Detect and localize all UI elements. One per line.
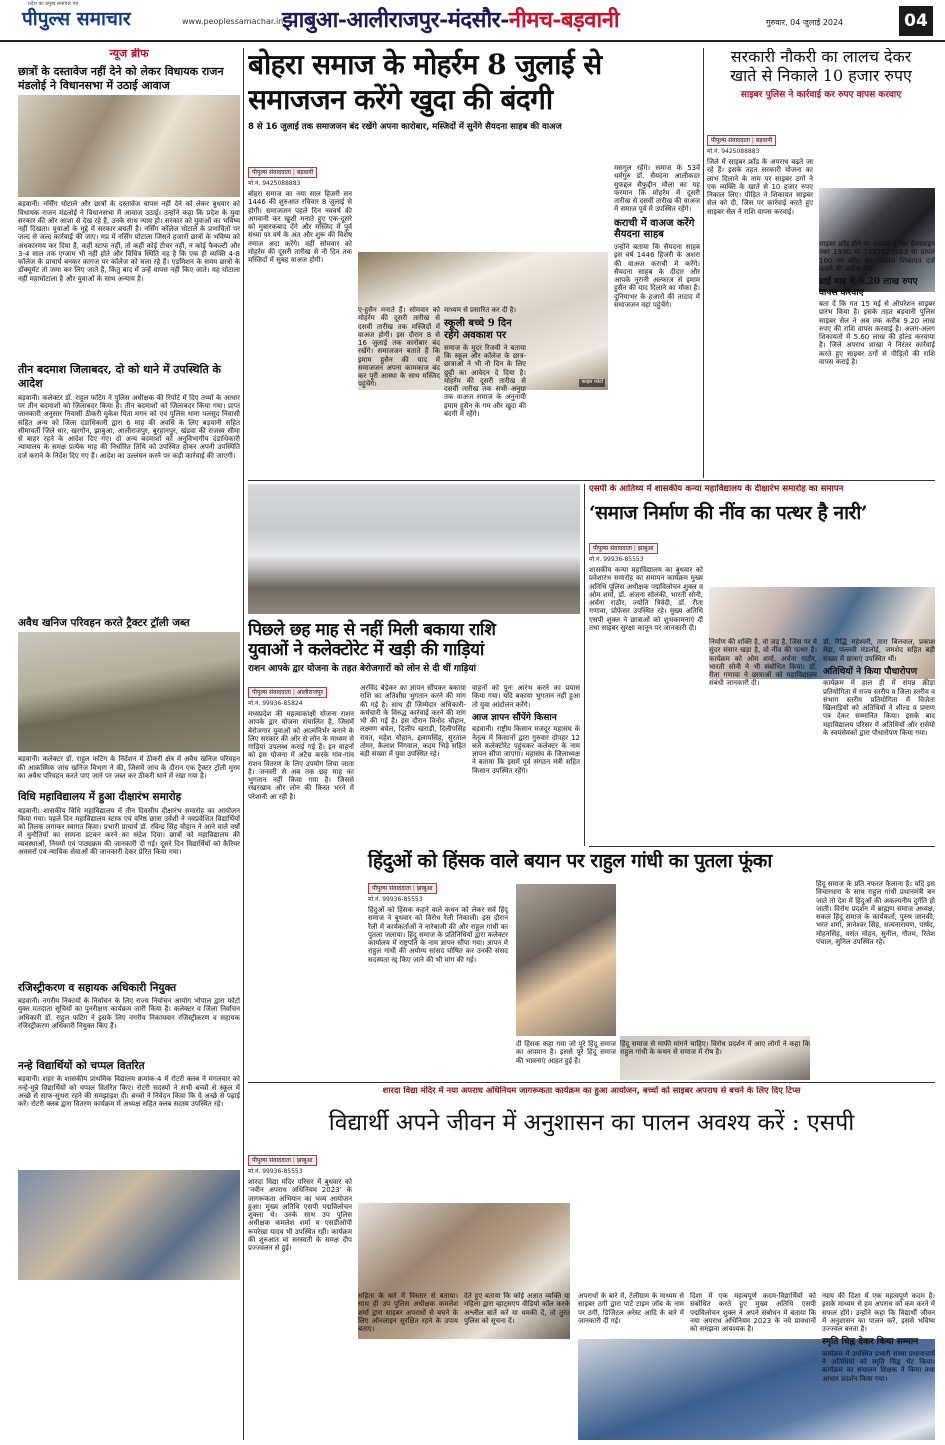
bohra-story <box>248 48 700 478</box>
column-divider <box>703 48 704 478</box>
brief-headline-6: नन्हे विद्यार्थियों को चप्पल वितरित <box>18 1060 145 1073</box>
region-title-a: झाबुआ-आलीराजपुर-मंदसौर- <box>282 7 509 33</box>
brief-headline-4: विधि महाविद्यालय में हुआ दीक्षारंभ समारोह <box>18 791 182 804</box>
rahul-body-2: हिंदू समाज के प्रति नफरत फैलाना है। यदि इस विचारधारा के साथ राहुल गांधी प्रधानमंत्री बन जाते तो देश में हिंदुओं की अकल्पनीय दुर्गति हो जाती। विरोध प्रदर्शन में ब्राह्मण समाज अध्यक्ष, सकल हिंदू समाज के कार्यकर्ता, पुरुष जानकी, भरत शर्मा, ज्ञानेश्वर सिंह, सत्यनारायण, पार्षद, मोहनसिंह, वसंत मोहन, सुनील, गौतम, रितेश पंचाल, सुनिल उपस्थित रहे। <box>816 880 935 946</box>
nari-body-4: कार्यक्रम में हाल ही में संपन्न क्रीड़ा प्रतियोगिता में राज्य स्तरीय व जिला स्तरीय व संभाग स्तरीय प्रतियोगिता में विजेता खिलाड़ियों को अतिथियों ने शील्ड व प्रमाण पत्र देकर सम्मानित किया। इसके बाद महाविद्यालय परिसर में अतिथियों और रासेयो के स्वयंसेवकों द्वारा पौधारोपण किया गया। <box>823 679 935 737</box>
bohra-body-2: ए-हुसैन मनाते हैं। सोमवार को मोहर्रम की दूसरी तारीख से दसवीं तारीख तक मस्जिदों में वाअज होगी। इस दौरान 8 से 16 जुलाई तक कारोबार बंद रखेंगे। समाजजन बताते हैं कि इमाम हुसैन की याद में समाजजन अपना कामकाज बंद कर पूरी आस्था के साथ मस्जिद पहुंचेंगे। <box>358 306 440 389</box>
vehicles-photo <box>248 484 580 614</box>
rahul-byline: पीपुल्स संवाददाता | झाबुआ मो.नं. 99936-85553 <box>368 883 508 903</box>
vehicles-column-3 <box>472 684 580 846</box>
paper-logo[interactable]: पीपुल्स समाचार <box>22 8 131 30</box>
student-body-2: सहिता के बारे में विस्तार से बताया। साथ ही उप पुलिस अधीक्षक कमलेश शर्मा द्वारा साइबर अपराधों से बचने के लिए ऑनलाइन सुरक्षित रहने के उपाय बताए। <box>358 1292 458 1333</box>
nari-column-2 <box>709 638 817 846</box>
cyber-subhead-amount: ढाई माह में 9.20 लाख रुपए वापस करवाए <box>819 277 918 298</box>
nari-story <box>589 484 935 846</box>
vehicles-subhead-farmers: आज ज्ञापन सौंपेंगे किसान <box>472 712 557 723</box>
brief-body-4: बड़वानी। शासकीय विधि महाविद्यालय में तीन दिवसीय दीक्षारंभ समारोह का आयोजन किया गया। पहले दिन महाविद्यालय स्टाफ एवं वरिष्ठ छात्रा उर्वशी ने नवप्रवेशित विद्यार्थियों को तिलक लगाकर स्वागत किया। प्रभारी प्राचार्य डॉ. रविन्द्र सिंह चौहान ने आने वाले वर्षों में चुनौतियों का सामना डटकर करने का संदेश दिया। छात्रों को महाविद्यालय की व्यवस्थाओं, नियमों एवं पाठ्यक्रम की जानकारी दी गई। दूसरे दिन विद्यार्थियों को कैरियर अवसरों एवं न्यायिक सेवाओं की जानकारी देकर प्रेरित किया गया। <box>18 806 240 856</box>
cyber-body-2: बता दें कि गत 15 मई से ऑपरेशन साइबर प्रारंभ किया है। इसके तहत बड़वानी पुलिस साइबर सेल ने अब तक करीब 9.20 लाख रुपए की राशि वापस करवाई है। अलग-अलग शिकायतों में 5.60 लाख की होल्ड करवाया है। जिले अपराध शाखा ने निरंतर कार्रवाई करते हुए साइबर ठगों से पीड़ितों की राशि वापस कराई है। <box>819 300 935 366</box>
cyber-byline-source: पीपुल्स संवाददाता <box>711 137 750 144</box>
nari-mobile: मो.नं. 99936-85553 <box>589 556 644 564</box>
rahul-caption-1-wrap <box>516 1040 616 1080</box>
bohra-column-3 <box>444 306 526 476</box>
bohra-deck: 8 से 16 जुलाई तक समाजजन बंद रखेंगे अपना कारोबार, मस्जिदों में सुनेंगे सैयदना साहब की वाअज <box>248 122 562 133</box>
student-column-4 <box>578 1292 684 1440</box>
brief-headline-3: अवैध खनिज परिवहन करते ट्रैक्टर ट्रॉली जब्त <box>18 616 190 629</box>
cyber-story <box>707 48 935 478</box>
bohra-body-1: बोहरा समाज का नया साल हिजरी सन 1446 की शुरुआत रविवार 8 जुलाई से होगी। समाजजन पहले दिन नववर्ष की अगवानी कर खुशी मनाते हुए एक-दूसरे को मुबारकबाद देंगे और मस्जिद में पूर्व संध्या पर वर्ष के अंत और शुरू की विशेष नमाज अदा करेंगे। वहीं सोमवार को मोहर्रम की दूसरी तारीख से नौ दिन तक मस्जिदों में सुबह वाअज होगी। <box>248 190 352 265</box>
cyber-headline-1: सरकारी नौकरी का लालच देकर <box>730 48 912 66</box>
vehicles-story <box>248 484 580 846</box>
rahul-story <box>248 850 935 1080</box>
bohra-body-4: समाज के मुदर रिजवी ने बताया कि स्कूल और कॉलेज के छात्र-छात्राओं ने भी नौ दिन के लिए छुट्टी का आवेदन दे दिया है। मोहर्रम की दूसरी तारीख से दसवीं तारीख तक सभी अनुग्रा तक वाअज समाज के अनुनायी इमाम हुसैन के गम और खुदा की बंदगी में रहेंगे। <box>444 343 526 418</box>
news-brief-column <box>18 48 240 1440</box>
brief-body-1: बड़वानी। नर्सिंग घोटाले और छात्रों के दस्तावेज वापस नहीं देने को लेकर बुधवार को विधायक राजन मंडलोई ने विधानसभा में आवाज उठाई। उन्होंने कहा कि प्रदेश के युवा सरकार की ओर आशा से देख रहे हैं, उनके साथ न्याय हो। सरकार को युवाओं का भविष्य नहीं दिखता। युवाओं के मुद्दे में सरकार बचती है। नर्सिंग कॉलेज घोटाले के प्रभावितों पर जल्द से जल्द कार्रवाई की जाए। मप्र में नर्सिंग घोटाला जिसने हजारों छात्रों के भविष्य को अंधकारमय कर दिया है, कहीं स्टाफ नहीं, तो कहीं कोई टीचर नहीं, न कोई फैकल्टी और 3-4 साल तक एग्जाम भी नहीं होते और विचित्र स्थिति यह है कि एक ही व्यक्ति 4-8 कॉलेज के प्राचार्य बनकर कागज पर कॉलेज को चला रहे हैं। एडमिशन के समय छात्रों के डॉक्यूमेंट तो जमा कर लिए जाते हैं, किंतु बाद में उन्हें वापस नहीं किए जाते। यह घोटाला नहीं महाघोटाला है और युवाओं के साथ अन्याय है। <box>18 200 240 283</box>
student-column-2 <box>358 1292 458 1440</box>
bohra-column-4 <box>530 306 608 476</box>
vehicles-column-1 <box>248 684 354 846</box>
cyber-column-1 <box>707 132 813 478</box>
masthead <box>0 0 945 42</box>
cyber-deck: साइबर पुलिस ने कार्रवाई कर रुपए वापस करवाए <box>740 89 902 100</box>
horizontal-rule <box>589 846 935 847</box>
cyber-mobile: मो.नं. 9425088883 <box>707 148 760 156</box>
student-body-6: न्याय की दिशा में एक महत्वपूर्ण कदम है। इसके माध्यम से हम अपराध को कम करने में सफल होंगे। उन्होंने कहा कि विद्यार्थी जीवन में अनुशासन का पालन करें, इससे भविष्य उज्ज्वल बनता है। <box>822 1292 935 1333</box>
cyber-byline-place: बड़वानी <box>755 137 773 144</box>
rahul-body-1: हिंदुओं को हिंसक कहने वाले कथन को लेकर सर्व हिंदू समाज ने बुधवार को विरोध रैली निकाली। इस दौरान रैली में कार्यकर्ताओं ने नारेबाजी की और राहुल गांधी का पुतला जलाया। हिंदू समाज के प्रतिनिधियों द्वारा कलेक्टर कार्यालय में राष्ट्रपति के नाम ज्ञापन सौंपा गया। ज्ञापन में राहुल गांधी की अयोग्य सांसद घोषित कर उनकी संसद सदस्यता रद्द किए जाने की भी मांग की गई। <box>368 906 508 964</box>
region-title-b: नीमच-बड़वानी <box>508 7 620 33</box>
paper-tagline: प्रदेश का प्रमुख समाचार पत्र <box>28 1 79 7</box>
cyber-column-2 <box>819 240 935 478</box>
vehicles-column-2 <box>360 684 466 846</box>
bohra-body-5: मसगूल रहेंगे। समाज के 53वें धर्मगुरु डॉ. सैयदना आलीकदर मुफद्दल सैफुद्दीन मौला का यह फरमान कि मोहर्रम में दूसरी तारीख से दसवीं तारीख की वाअज में समाज पूर्व में उपस्थित रहेंगे। <box>614 164 700 214</box>
bohra-column-2 <box>358 306 440 476</box>
nari-body-2: निर्माण की शक्ति है, वो जड़ है, जिस पर ये सुंदर संसार खड़ा है, वो नींव की पत्थर है। कार्यक्रम को ओम शर्मा, अर्चना राठौर, भारती सोनी ने भी संबोधित किया। डॉ. रीता गणावा ने छात्राओं को महाविद्यालय संबंधी जानकारी दी। <box>709 638 817 688</box>
brief-photo-1 <box>18 95 240 197</box>
vehicles-mobile: मो.नं. 99936-85824 <box>248 700 303 708</box>
nari-byline-source: पीपुल्स संवाददाता <box>593 545 632 552</box>
vehicles-byline-source: पीपुल्स संवाददाता <box>252 689 291 696</box>
student-column-5 <box>690 1292 816 1440</box>
student-byline-source: पीपुल्स संवाददाता <box>252 1157 291 1164</box>
bohra-byline-source: पीपुल्स संवाददाता <box>252 169 291 176</box>
rahul-headline: हिंदुओं को हिंसक वाले बयान पर राहुल गांधी का पुतला फूंका <box>368 850 772 872</box>
nari-body-1: शासकीय कन्या महाविद्यालय का बुधवार को प्रवेशारंभ समारोह का समापन कार्यक्रम मुख्य अतिथि पुलिस अधीक्षक पद्मविलोचन शुक्ल व ओम शर्मा, डॉ. अंजना सोलंकी, भारती सोनी, अर्चना राठौर, ज्योति त्रिवेदी, डॉ. रीता गणावा, प्रोफेसर उपस्थित रहे। मुख्य अतिथि एसपी शुक्ल ने छात्राओं को शुभकामनाएं दीं तथा साइबर सुरक्षा कानून पर जानकारी दी। <box>589 566 703 632</box>
rahul-byline-place: झाबुआ <box>416 885 433 892</box>
bohra-byline: पीपुल्स संवाददाता | बड़वानी मो.नं. 9425088883 <box>248 167 352 187</box>
student-byline-place: झाबुआ <box>296 1157 313 1164</box>
rahul-photo-caption-1: दी हिंसक कहा गया जो पूरे हिंदू समाज का अपमान है। इससे पूरे हिंदू समाज की भावनाएं आहत हुई हैं। <box>516 1040 616 1065</box>
bohra-column-5 <box>614 164 700 476</box>
brief-body-5: बड़वानी। नगरीय निकायों के निर्वाचन के लिए राज्य निर्वाचन आयोग भोपाल द्वारा फोटो युक्त मतदाता सूचियों का पुनरीक्षण कार्यक्रम जारी किया है। कलेक्टर व जिला निर्वाचन अधिकारी डॉ. राहुल फटिंग ने इसके लिए नगरीय निकायवार रजिस्ट्रीकरण व सहायक रजिस्ट्रीकरण अधिकारी नियुक्त किए हैं। <box>18 997 240 1030</box>
bohra-mobile: मो.नं. 9425088883 <box>248 180 301 188</box>
nari-kicker: एसपी के आतिथ्य में शासकीय कन्या महाविद्यालय के दीक्षारंभ समारोह का समापन <box>589 484 844 494</box>
cyber-body-1: जिले में साइबर फ्रॉड के अपराध बढ़ते जा रहे हैं। इसके तहत सरकारी योजना का लाभ दिलाने के नाम पर साइबर ठगों ने एक व्यक्ति के खाते से 10 हजार रुपए निकाल लिए। पीड़ित ने शिकायत साइबर सेल को दी, जिस पर कार्रवाई करते हुए साइबर सेल ने राशि वापस करवाई। <box>707 158 813 216</box>
vehicles-body-4: बड़वानी। राष्ट्रीय किसान मजदूर महासंघ के नेतृत्व में किसानों द्वारा गुरुवार दोपहर 12 बजे कलेक्टोरेट पहुंचकर कलेक्टर के नाम ज्ञापन सौंपा जाएगा। महासंघ के जिलाध्यक्ष ने बताया कि इसमें पूर्व संगठन मंत्री सहित किसान उपस्थित रहेंगे। <box>472 725 580 775</box>
vehicles-byline: पीपुल्स संवाददाता | आलीराजपुर मो.नं. 99936-85824 <box>248 687 354 707</box>
brief-photo-students <box>18 1170 240 1280</box>
bohra-byline-place: बड़वानी <box>296 169 314 176</box>
region-title <box>282 8 619 34</box>
student-body-3: देते हुए बताया कि कोई अज्ञात व्यक्ति या महिला द्वारा व्हाट्सएप वीडियो कॉल करके अश्लील बातें करें या धमकी दें, तो तुरंत पुलिस को सूचना दें। <box>464 1292 570 1325</box>
rahul-column-left <box>248 850 354 1080</box>
rahul-column-2 <box>816 880 935 1080</box>
brief-body-2: बड़वानी। कलेक्टर डॉ. राहुल फटिंग ने पुलिस अधीक्षक की रिपोर्ट में दिए तथ्यों के आधार पर तीन बदमाशों को जिलाबदर किया है। तीन बदमाशों को जिलाबदर किया गया। प्राप्त जानकारी अनुसार निवासी ठीकरी मुकेश पिता मगन को एवं पुलिस थाना पलसूद निवासी सहित अन्य को जिला दंडाधिकारी द्वारा 6 माह की अवधि के लिए बड़वानी सहित सीमावर्ती जिले धार, खरगोन, झाबुआ, आलीराजपुर, बुरहानपुर, खंडवा की राजस्व सीमा से बाहर रहने के आदेश दिए गए। दो अन्य बदमाशों को अनुविभागीय दंडाधिकारी न्यायालय के समक्ष प्रत्येक माह की निर्धारित तिथि को उपस्थित होकर अपनी उपस्थिति दर्ज कराने के निर्देश दिए गए हैं। आदेश का उल्लंघन करने पर कड़ी कार्रवाई की जाएगी। <box>18 393 240 460</box>
vehicles-body-2: अरविंद बेड़ेकर का ज्ञापन सौंपकर बकाया राशि का अतिशीघ्र भुगतान करने की मांग की गई है। साथ ही जिम्मेदार अधिकारी-कर्मचारी के विरुद्ध कार्रवाई करने की मांग भी की गई है। इस दौरान विनोद चौहान, लक्ष्मण बघेल, दिलीप खराड़ी, दिलीपसिंह रावत, महेश चौहान, इलायसिंह, सुरताल तोमर, कैलाश निंगवाल, कदम भिड़े सहित बड़ी संख्या में युवा उपस्थित रहे। <box>360 684 466 758</box>
bohra-subhead-karachi: कराची में वाअज करेंगे सैयदना साहब <box>614 217 695 241</box>
cyber-headline-2: खाते से निकाले 10 हजार रुपए <box>730 65 912 85</box>
vehicles-byline-place: आलीराजपुर <box>296 689 323 696</box>
student-byline: पीपुल्स संवाददाता | झाबुआ मो.नं. 99936-85553 <box>248 1155 352 1175</box>
bohra-body-6: उन्होंने बताया कि सैयदना साहब इस वर्ष 1446 हिजरी के अशरा की वाअज कराची में करेंगे। सैयदना साहब के दीदार और आपके नूरानी अल्फाज से इमाम हुसैन की याद दिलाने का मौका है। दुनियाभर के हजारों की तादाद में समाजजन वहां पहुंचेंगे। <box>614 243 700 309</box>
vehicles-body-1: मध्यप्रदेश की महत्वाकांक्षी योजना राशन आपके द्वार योजना संचालित है, जिसमें बेरोजगार युवाओं को आत्मनिर्भर बनाने के लिए सरकार की ओर से लोन के माध्यम से गाड़ियां उपलब्ध कराई गई हैं। इन वाहनों को इस योजना में अटैच करके गांव-गांव राशन वितरण के लिए उपयोग लिया जाता है। जनवरी से अब तक छह माह का भुगतान नहीं किया गया है। जिससे रखरखाव और लोन की किस्त भरने में परेशानी आ रही है। <box>248 710 354 801</box>
cyber-photo-caption: साइबर फ्रॉड होने पर तत्काल पुलिस हेल्पलाइन नंबर 1930 या 7587620263 या डायल 100 पर कॉल कर तत्काल शिकायत दर्ज कराने की अपील की। <box>819 240 935 273</box>
vehicles-body-3: वाहनों को पुनः आरंभ करने का प्रयास किया गया। यदि बकाया भुगतान नहीं हुआ तो युवा आंदोलन करेंगे। <box>472 684 580 709</box>
bohra-body-3: माध्यम से प्रसारित कर दी है। <box>444 306 517 314</box>
brief-body-3: बड़वानी। कलेक्टर डॉ. राहुल फटिंग के निर्देशन में ठीकरी क्षेत्र में अवैध खनिज परिवहन की आकस्मिक जांच खनिज विभाग ने की, जिसमें जांच के दौरान एक ट्रैक्टर ट्रॉली मुरम का अवैध परिवहन करते पाए जाने पर जब्त कर ठीकरी थाने में रखा गया है। <box>18 755 240 780</box>
bohra-column-1 <box>248 164 352 476</box>
nari-subhead-guests: अतिथियों ने किया पौधारोपण <box>823 666 918 677</box>
nari-column-3 <box>823 638 935 846</box>
website-link[interactable]: www.peoplessamachar.in <box>182 17 284 26</box>
brief-headline-1: छात्रों के दस्तावेज नहीं देने को लेकर विधायक राजन मंडलोई ने विधानसभा में उठाई आवाज <box>18 64 224 92</box>
bohra-photo-caption: फाइल फोटो <box>581 379 603 386</box>
brief-photo-tractor <box>18 632 240 752</box>
nari-headline: ‘समाज निर्माण की नींव का पत्थर है नारी’ <box>589 502 868 525</box>
student-headline: विद्यार्थी अपने जीवन में अनुशासन का पालन अवश्य करें : एसपी <box>328 1109 855 1136</box>
rahul-byline-source: पीपुल्स संवाददाता <box>372 885 411 892</box>
student-body-7: कार्यक्रम में उपस्थित प्रभारी संस्था प्रधानाचार्य ने अतिथियों को स्मृति चिह्न भेंट किया। कार्यक्रम का संचालन शिक्षक ने किया तथा आभार प्रदर्शन किया गया। <box>822 1349 935 1383</box>
bohra-headline-1: बोहरा समाज के मोहर्रम 8 जुलाई से <box>248 48 602 81</box>
brief-headline-2: तीन बदमाश जिलाबदर, दो को थाने में उपस्थिति के आदेश <box>18 363 221 391</box>
cyber-byline: पीपुल्स संवाददाता | बड़वानी मो.नं. 9425088883 <box>707 135 813 155</box>
student-column-7 <box>822 1292 935 1440</box>
nari-byline: पीपुल्स संवाददाता | झाबुआ मो.नं. 99936-85553 <box>589 543 703 563</box>
student-body-1: शारदा विद्या मंदिर परिसर में बुधवार को ‘नवीन अपराध अधिनियम 2023’ के जागरूकता अभियान का भव्य आयोजन हुआ। मुख्य अतिथि एसपी पद्मविलोचन शुक्ला थे। उनके साथ उप पुलिस अधीक्षक कमलेश शर्मा व एसडीओपी रूपरेखा यादव भी उपस्थित रहीं। कार्यक्रम की शुरुआत मां सरस्वती के समक्ष दीप प्रज्ज्वलन से हुई। <box>248 1178 352 1253</box>
issue-date: गुरुवार, 04 जुलाई 2024 <box>766 18 844 27</box>
rahul-caption-2-wrap <box>620 1040 810 1080</box>
bohra-headline-2: समाजजन करेंगे खुदा की बंदगी <box>248 83 553 117</box>
news-brief-label: न्यूज ब्रीफ <box>109 48 149 60</box>
page-number: 04 <box>899 6 933 36</box>
student-body-4: अपराधों के बारे में, टेलीग्राम के माध्यम से साइबर ठगी द्वारा पार्ट टाइम जॉब के नाम पर ठगी, डिजिटल अरेस्ट आदि के बारे में जानकारी दी गई। <box>578 1292 684 1325</box>
bohra-subhead-school: स्कूली बच्चे 9 दिन रहेंगे अवकाश पर <box>444 318 512 342</box>
column-divider <box>243 48 244 1440</box>
rahul-column-1 <box>368 880 508 1080</box>
brief-headline-5: रजिस्ट्रीकरण व सहायक अधिकारी नियुक्त <box>18 981 177 994</box>
student-subhead-memento: स्मृति चिह्न देकर किया सम्मान <box>822 1337 919 1348</box>
student-story <box>248 1086 935 1440</box>
vehicles-deck: राशन आपके द्वार योजना के तहत बेरोजगारों को लोन से दी थीं गाड़ियां <box>248 664 476 675</box>
student-body-5: दिशा में एक महत्वपूर्ण कदम-विद्यार्थियों को संबोधित करते हुए मुख्य अतिथि एसपी पद्मविलोचन शुक्ल ने अपने संबोधन में बताया कि नया अपराध अधिनियम 2023 के नये प्रावधानों को समझना आवश्यक है। <box>690 1292 816 1333</box>
vehicles-headline-2: युवाओं ने कलेक्टोरेट में खड़ी की गाड़ियां <box>248 640 484 661</box>
rahul-photo-caption-2: हिंदू समाज से माफी मांगने चाहिए। विरोध प्रदर्शन में आए लोगों ने कहा कि राहुल गांधी के कथन से समाज में रोष है। <box>620 1040 810 1057</box>
column-divider <box>584 484 585 846</box>
rahul-photo-1 <box>516 884 616 1036</box>
horizontal-rule <box>248 1082 935 1083</box>
student-column-1 <box>248 1152 352 1440</box>
horizontal-rule <box>248 480 935 481</box>
student-mobile: मो.नं. 99936-85553 <box>248 1168 303 1176</box>
nari-body-3: डॉ. रिद्धि महेश्वरी, तारा बिलवाल, प्रकाश मेड़ा, पल्लवी मंडलोई, जमशेद सहित बड़ी संख्या में छात्राएं उपस्थित थीं। <box>823 638 935 663</box>
student-kicker: शारदा विद्या मंदिर में नया अपराध अधिनियम जागरूकता कार्यक्रम का हुआ आयोजन, बच्चों को साइबर अपराध से बचने के लिए दिए टिप्स <box>382 1086 801 1095</box>
student-column-3 <box>464 1292 570 1440</box>
nari-column-1 <box>589 540 703 846</box>
nari-byline-place: झाबुआ <box>637 545 654 552</box>
vehicles-headline-1: पिछले छह माह से नहीं मिली बकाया राशि <box>248 620 496 640</box>
rahul-mobile: मो.नं. 99936-85553 <box>368 896 423 904</box>
brief-body-6: बड़वानी। शहर के शासकीय प्राथमिक विद्यालय क्रमांक-4 में रोटरी क्लब ने मंगलवार को नन्हे-मुन्ने विद्यार्थियों को चप्पल वितरित किए। रोटरी सदस्यों ने सभी बच्चों से स्कूल में अच्छे से साफ-सुथरा रहने की समझाइश दी। बच्चों ने निवेदन किया कि वे अच्छे से पढ़ाई करें। रोटरी क्लब द्वारा वितरण कार्यक्रम में अध्यक्ष सहित क्लब सदस्य उपस्थित रहे। <box>18 1075 240 1109</box>
